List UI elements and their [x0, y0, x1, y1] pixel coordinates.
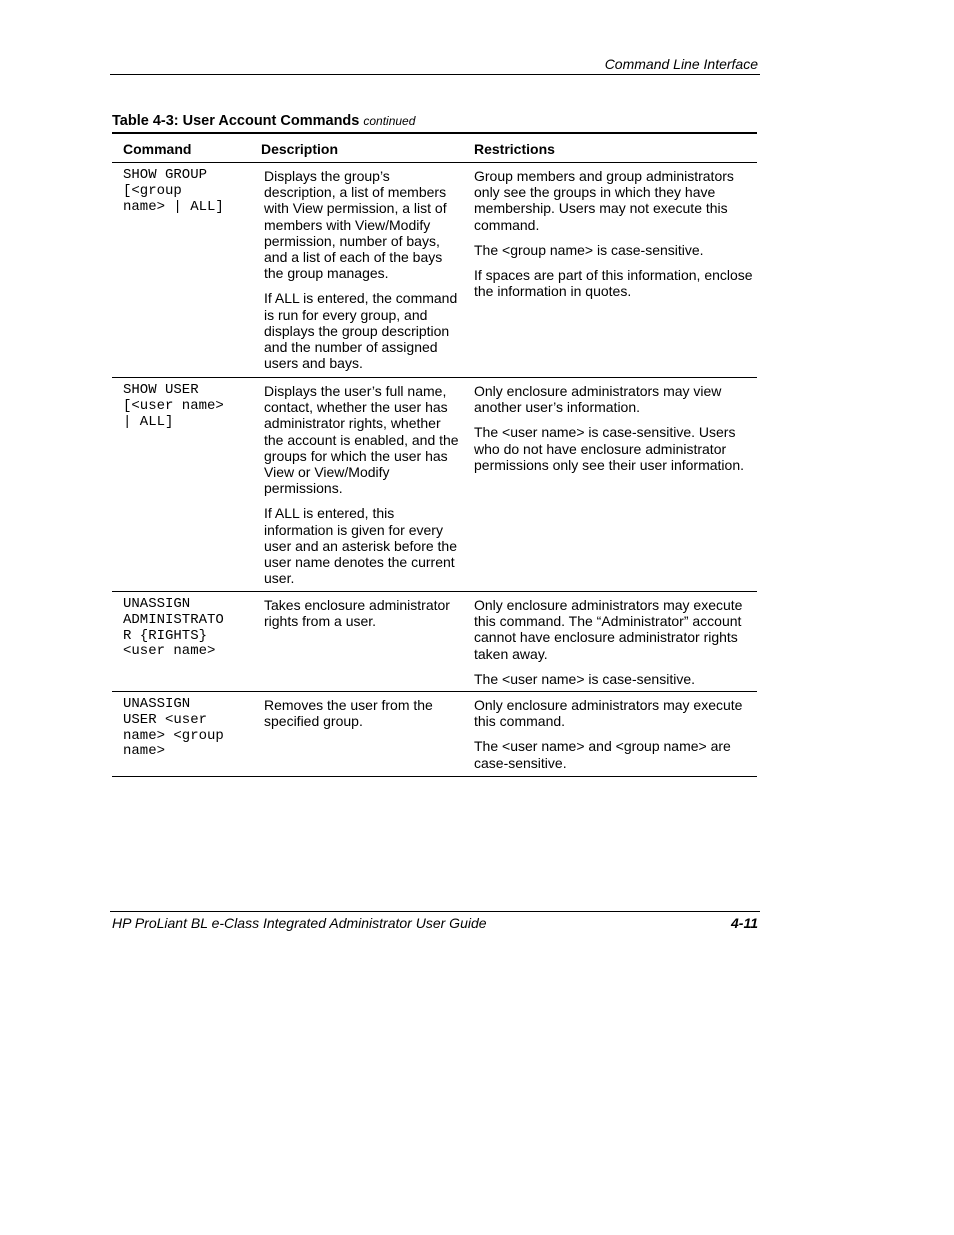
description-paragraph: Displays the group’s description, a list of members with View permission, a list of members with View/Modify permission, number of bays, and a list of each of the bays the group manages.	[264, 168, 447, 282]
restrictions-paragraph: The <user name> is case-sensitive. Users who do not have enclosure administrator permissions only see their user information.	[474, 424, 745, 473]
description-cell	[252, 378, 462, 592]
description-paragraph: Takes enclosure administrator rights from a user.	[264, 597, 450, 630]
table-row	[112, 692, 757, 777]
table-row	[112, 378, 757, 592]
commands-table	[112, 132, 757, 777]
description-paragraph: Removes the user from the specified group.	[264, 697, 433, 730]
restrictions-cell	[462, 378, 757, 592]
description-cell	[252, 692, 462, 777]
command-cell	[112, 378, 252, 592]
restrictions-cell	[462, 692, 757, 777]
footer-guide-title: HP ProLiant BL e-Class Integrated Administrator User Guide	[112, 915, 487, 931]
table-header-row	[112, 133, 757, 163]
restrictions-paragraph: Group members and group administrators only see the groups in which they have membership. Users may not execute this command.	[474, 168, 734, 233]
table-caption-title: Table 4-3: User Account Commands	[112, 113, 360, 129]
command-cell	[112, 592, 252, 692]
restrictions-cell	[462, 592, 757, 692]
column-header-restrictions: Restrictions	[462, 133, 757, 163]
table-caption-continued: continued	[363, 114, 416, 128]
restrictions-paragraph: If spaces are part of this information, enclose the information in quotes.	[474, 267, 753, 300]
restrictions-cell	[462, 163, 757, 378]
command-text: UNASSIGN USER <user name> <group name>	[123, 696, 224, 760]
description-paragraph: If ALL is entered, the command is run for every group, and displays the group description and the number of assigned users and bays.	[264, 290, 458, 372]
command-text: SHOW GROUP [<group name> | ALL]	[123, 167, 224, 215]
restrictions-paragraph: Only enclosure administrators may view another user’s information.	[474, 383, 722, 416]
user-account-commands-table	[112, 132, 757, 777]
restrictions-paragraph: Only enclosure administrators may execute this command.	[474, 697, 743, 730]
running-header: Command Line Interface	[604, 56, 758, 72]
description-cell	[252, 163, 462, 378]
restrictions-paragraph: The <user name> and <group name> are case-sensitive.	[474, 738, 731, 771]
restrictions-paragraph: The <user name> is case-sensitive.	[474, 670, 695, 687]
command-text: SHOW USER [<user name> | ALL]	[123, 382, 224, 430]
table-row	[112, 592, 757, 692]
table-row	[112, 163, 757, 378]
header-divider	[110, 74, 760, 75]
description-cell	[252, 592, 462, 692]
table-caption	[112, 113, 415, 129]
footer-page-number: 4-11	[731, 915, 758, 931]
column-header-command: Command	[112, 133, 252, 163]
command-text: UNASSIGN ADMINISTRATO R {RIGHTS} <user name>	[123, 596, 224, 660]
footer-divider	[110, 911, 760, 912]
command-cell	[112, 692, 252, 777]
column-header-description: Description	[252, 133, 462, 163]
command-cell	[112, 163, 252, 378]
restrictions-paragraph: The <group name> is case-sensitive.	[474, 241, 704, 258]
description-paragraph: Displays the user’s full name, contact, whether the user has administrator rights, whether the account is enabled, and the groups for which the user has View or View/Modify permissions.	[264, 383, 459, 497]
description-paragraph: If ALL is entered, this information is given for every user and an asterisk before the user name denotes the current user.	[264, 505, 458, 587]
restrictions-paragraph: Only enclosure administrators may execute this command. The “Administrator” account cannot have enclosure administrator rights taken away.	[474, 597, 743, 662]
